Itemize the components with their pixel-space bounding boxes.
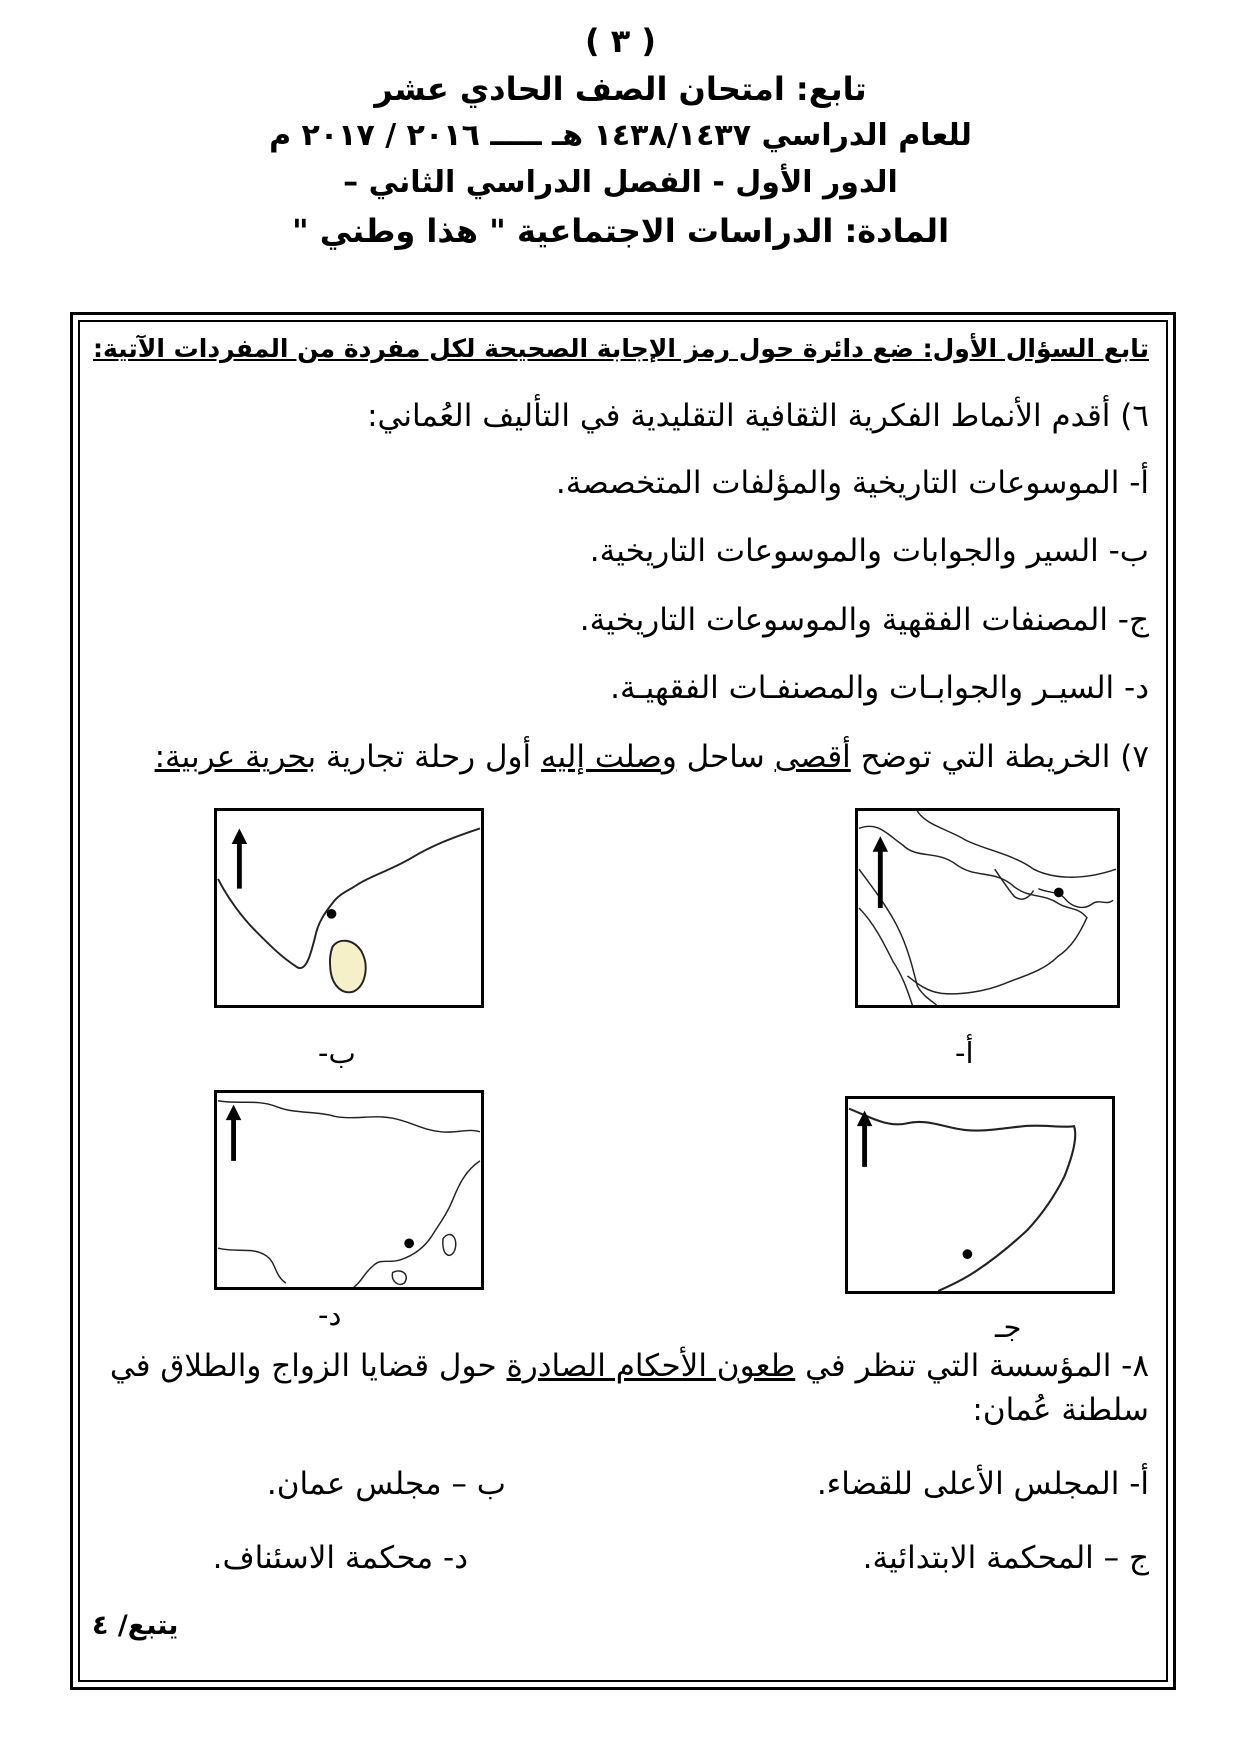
q8-stem-line2: سلطنة عُمان:: [972, 1392, 1149, 1428]
q8-stem: [110, 1348, 1149, 1384]
q7-stem-mid2: أول رحلة تجارية: [316, 739, 541, 775]
q7-stem: [155, 739, 1149, 775]
q8-option-c[interactable]: ج – المحكمة الابتدائية.: [862, 1540, 1149, 1576]
map-option-d[interactable]: [214, 1090, 484, 1290]
map-label-b: ب-: [318, 1036, 356, 1070]
page-number: ( ٣ ): [584, 22, 657, 60]
q6-option-c[interactable]: ج- المصنفات الفقهية والموسوعات التاريخية.: [579, 602, 1149, 638]
q7-stem-u3: بحرية عربية:: [154, 739, 317, 775]
map-label-a: أ-: [955, 1036, 974, 1070]
exam-subject: المادة: الدراسات الاجتماعية " هذا وطني ": [291, 212, 950, 250]
q8-stem-prefix: ٨- المؤسسة التي تنظر في: [795, 1348, 1149, 1384]
q8-stem-u1: طعون الأحكام الصادرة: [506, 1348, 796, 1384]
q7-stem-mid1: ساحل: [676, 739, 775, 775]
q7-stem-u2: وصلت إليه: [540, 739, 677, 775]
map-label-c: جـ: [995, 1310, 1022, 1344]
academic-year: للعام الدراسي ١٤٣٨/١٤٣٧ هـ ـــــ ٢٠١٦ / ٢٠١٧ م: [269, 118, 972, 153]
section-heading-bold: تابع السؤال الأول:: [922, 334, 1149, 363]
q6-option-a[interactable]: أ- الموسوعات التاريخية والمؤلفات المتخصصة.: [555, 465, 1149, 501]
section-heading-rest: ضع دائرة حول رمز الإجابة الصحيحة لكل مفردة من المفردات الآتية:: [93, 334, 914, 363]
q7-stem-prefix: ٧) الخريطة التي توضح: [850, 739, 1149, 775]
q6-option-b[interactable]: ب- السير والجوابات والموسوعات التاريخية.: [589, 533, 1149, 569]
q6-stem: ٦) أقدم الأنماط الفكرية الثقافية التقليدية في التأليف العُماني:: [367, 398, 1149, 434]
q8-option-d[interactable]: د- محكمة الاسئناف.: [212, 1540, 468, 1576]
q7-stem-u1: أقصى: [774, 739, 851, 775]
continue-note: يتبع/ ٤: [92, 1610, 179, 1641]
exam-title: تابع: امتحان الصف الحادي عشر: [374, 70, 867, 108]
q8-option-a[interactable]: أ- المجلس الأعلى للقضاء.: [816, 1466, 1149, 1502]
map-option-c[interactable]: [845, 1096, 1115, 1294]
exam-term: الدور الأول - الفصل الدراسي الثاني –: [343, 165, 898, 200]
q8-stem-rest: حول قضايا الزواج والطلاق في: [109, 1348, 507, 1384]
map-option-b[interactable]: [214, 808, 484, 1008]
q8-option-b[interactable]: ب – مجلس عمان.: [266, 1466, 506, 1502]
map-option-a[interactable]: [855, 808, 1120, 1008]
map-label-d: د-: [318, 1298, 342, 1332]
q6-option-d[interactable]: د- السيـر والجوابـات والمصنفـات الفقهيـة.: [610, 670, 1149, 706]
section-heading: [93, 334, 1149, 363]
